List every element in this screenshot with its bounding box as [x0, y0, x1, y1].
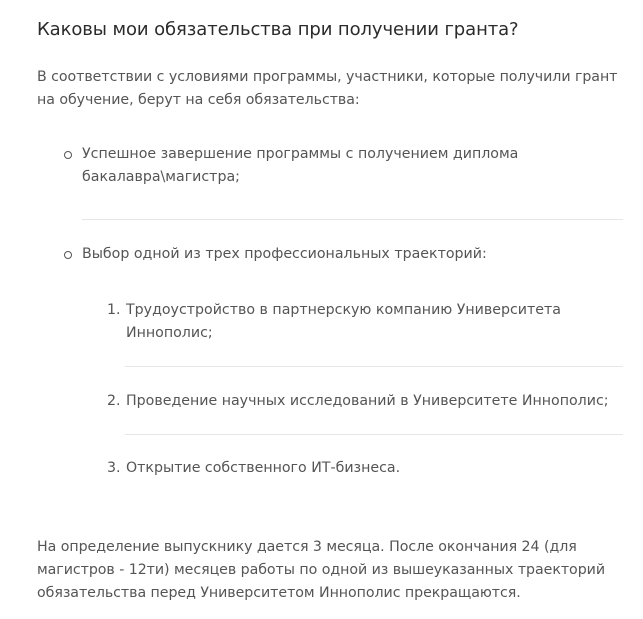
closing-paragraph: На определение выпускнику дается 3 месяца. После окончания 24 (для магистров - 12ти) месяцев работы по одной из вышеуказанных траекторий обязательства перед Университетом Иннополис прекращаются. — [37, 539, 605, 601]
trajectory-item-research — [107, 390, 617, 413]
trajectory-text: Открытие собственного ИТ-бизнеса. — [126, 460, 401, 476]
list-number: 3. — [107, 460, 121, 476]
list-number: 1. — [107, 302, 121, 318]
divider — [82, 219, 623, 220]
trajectory-item-business — [107, 457, 617, 480]
hollow-circle-bullet-icon — [64, 151, 72, 159]
hollow-circle-bullet-icon — [64, 251, 72, 259]
obligation-item-trajectory: Выбор одной из трех профессиональных траекторий: — [82, 246, 487, 262]
trajectory-item-employment — [107, 299, 617, 345]
trajectory-text: Трудоустройство в партнерскую компанию Университета Иннополис; — [126, 302, 561, 341]
obligation-item-graduation: Успешное завершение программы с получением диплома бакалавра\магистра; — [82, 146, 519, 185]
intro-paragraph: В соответствии с условиями программы, участники, которые получили грант на обучение, берут на себя обязательства: — [37, 69, 618, 108]
trajectory-text: Проведение научных исследований в Университете Иннополис; — [126, 393, 609, 409]
list-number: 2. — [107, 393, 121, 409]
question-title: Каковы мои обязательства при получении гранта? — [37, 19, 519, 40]
divider — [125, 366, 623, 367]
divider — [125, 434, 623, 435]
